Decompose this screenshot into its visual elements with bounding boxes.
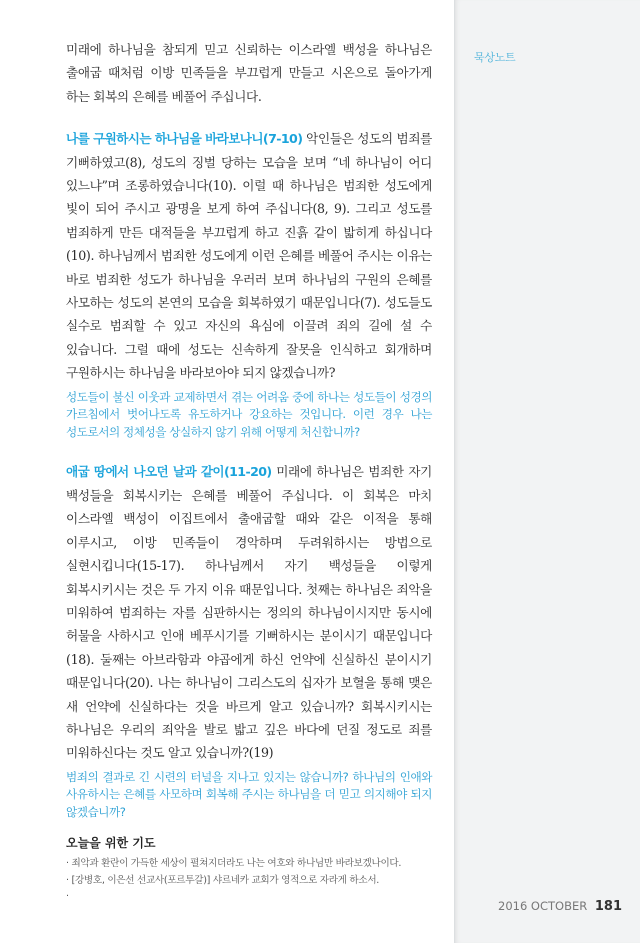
section2-heading: 애굽 땅에서 나오던 날과 같이(11-20)	[66, 464, 272, 480]
section2-paragraph	[66, 460, 432, 764]
section1-paragraph	[66, 127, 432, 384]
page-number: 181	[594, 899, 623, 914]
prayer-item: ·	[66, 891, 69, 902]
notes-sidebar	[454, 0, 640, 943]
section1-body: 악인들은 성도의 범죄를 기뻐하였고(8), 성도의 징벌 당하는 모습을 보며 “네 하나님이 어디 있느냐”며 조롱하였습니다(10). 이럴 때 하나님은 범죄한 성도에게 빛이 되어 주시고 광명을 보게 하여 주십니다(8, 9). 그리고 성도를 범죄하게 만든 대적들을 부끄럽게 하고 진흙 같이 밟히게 하십니다(10). 하나님께서 범죄한 성도에게 이런 은혜를 베풀어 주시는 이유는 바로 범죄한 성도가 하나님을 우러러 보며 하나님의 구원의 은혜를 사모하는 성도의 본연의 모습을 회복하였기 때문입니다(7). 성도들도 실수로 범죄할 수 있고 자신의 욕심에 이끌려 죄의 길에 설 수 있습니다. 그럴 때에 성도는 신속하게 잘못을 인식하고 회개하며 구원하시는 하나님을 바라보아야 되지 않겠습니까?	[66, 131, 432, 381]
section2-question: 범죄의 결과로 긴 시련의 터널을 지나고 있지는 않습니까? 하나님의 인애와 사유하시는 은혜를 사모하며 회복해 주시는 하나님을 더 믿고 의지해야 되지 않겠습니까?	[66, 769, 432, 819]
issue-label: 2016 OCTOBER	[498, 899, 588, 913]
section1-question: 성도들이 불신 이웃과 교제하면서 겪는 어려움 중에 하나는 성도들이 성경의 가르침에서 벗어나도록 유도하거나 강요하는 것입니다. 이런 경우 나는 성도로서의 정체성을 상실하지 않기 위해 어떻게 처신합니까?	[66, 389, 432, 439]
section2-body: 미래에 하나님은 범죄한 자기 백성들을 회복시키는 은혜를 베풀어 주십니다. 이 회복은 마치 이스라엘 백성이 이집트에서 출애굽할 때와 같은 이적을 통해 이루시고, 이방 민족들이 경악하며 두려워하시는 방법으로 실현시킵니다(15-17). 하나님께서 자기 백성들을 이렇게 회복시키시는 것은 두 가지 이유 때문입니다. 첫째는 하나님은 죄악을 미워하여 범죄하는 자를 심판하시는 정의의 하나님이시지만 동시에 허물을 사하시고 인애 베푸시기를 기뻐하시는 분이시기 때문입니다(18). 둘째는 아브라함과 야곱에게 하신 언약에 신실하신 분이시기 때문입니다(20). 나는 하나님이 그리스도의 십자가 보혈을 통해 맺은 새 언약에 신실하다는 것을 바르게 알고 있습니까? 회복시키시는 하나님은 우리의 죄악을 발로 밟고 깊은 바다에 던질 정도로 죄를 미워하신다는 것도 알고 있습니까?(19)	[66, 464, 433, 761]
intro-paragraph: 미래에 하나님을 참되게 믿고 신뢰하는 이스라엘 백성을 하나님은 출애굽 때처럼 이방 민족들을 부끄럽게 만들고 시온으로 돌아가게 하는 회복의 은혜를 베풀어 주십니다.	[66, 42, 432, 104]
main-text-column	[66, 38, 432, 822]
notes-sidebar-label: 묵상노트	[474, 51, 516, 64]
prayer-item: · [강병호, 이은선 선교사(포르투갈)] 샤르네카 교회가 영적으로 자라게 하소서.	[66, 874, 380, 886]
prayer-list	[66, 856, 446, 906]
page-footer	[498, 899, 622, 914]
section1-heading: 나를 구원하시는 하나님을 바라보나니(7-10)	[66, 131, 303, 147]
prayer-item: · 죄악과 환란이 가득한 세상이 펼쳐지더라도 나는 여호와 하나님만 바라보겠나이다.	[66, 858, 402, 869]
prayer-title: 오늘을 위한 기도	[66, 836, 156, 850]
